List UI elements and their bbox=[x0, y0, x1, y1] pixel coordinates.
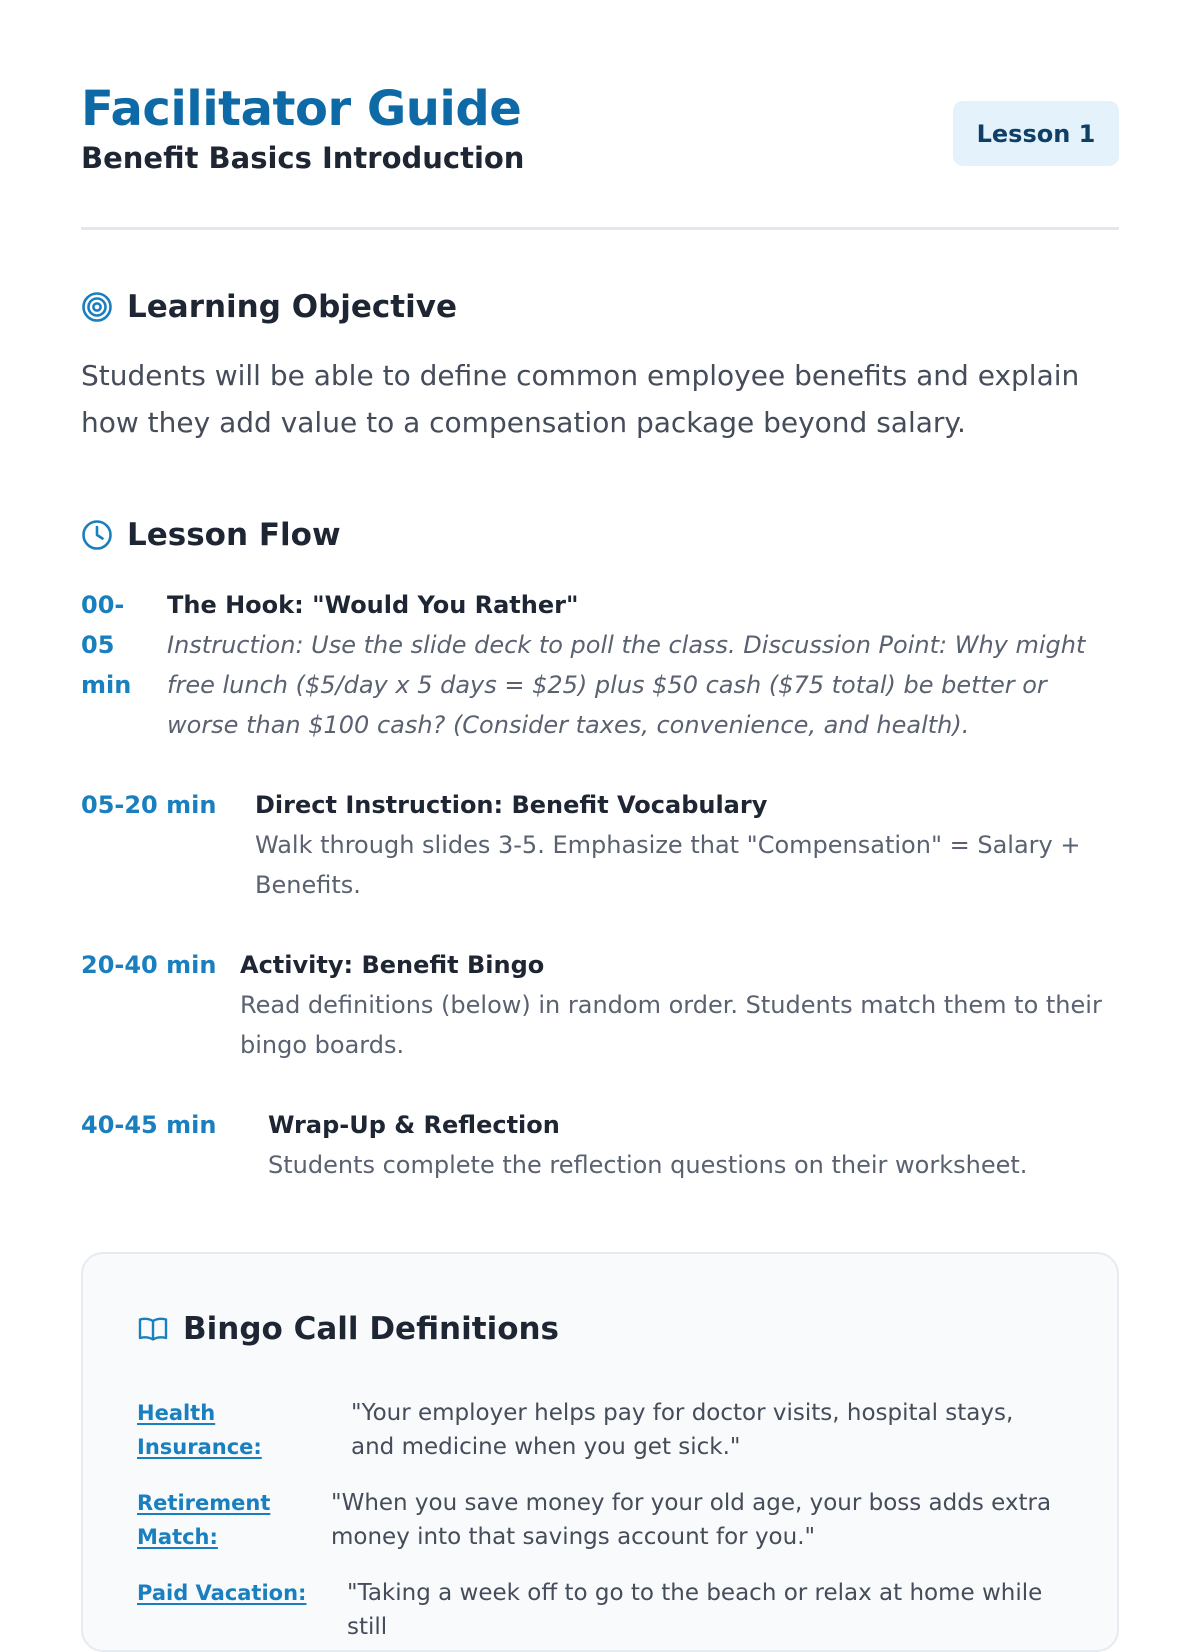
flow-time: 20-40 min bbox=[81, 951, 217, 979]
flow-title: Direct Instruction: Benefit Vocabulary bbox=[255, 791, 768, 819]
flow-body bbox=[240, 945, 1119, 1065]
flow-item bbox=[81, 585, 1119, 745]
lesson-flow-title: Lesson Flow bbox=[127, 517, 341, 553]
bingo-definitions-card bbox=[81, 1252, 1119, 1652]
book-icon bbox=[137, 1313, 169, 1345]
definition-text: "Taking a week off to go to the beach or relax at home while still bbox=[347, 1580, 1043, 1640]
flow-title: The Hook: "Would You Rather" bbox=[167, 591, 579, 619]
flow-body bbox=[255, 785, 1119, 905]
learning-objective-text: Students will be able to define common employee benefits and explain how they add value to a compensation package beyond salary. bbox=[81, 359, 1080, 439]
page-title: Facilitator Guide bbox=[81, 81, 522, 137]
flow-description: Read definitions (below) in random order. Students match them to their bingo boards. bbox=[240, 991, 1102, 1059]
definition-item bbox=[137, 1576, 1063, 1646]
flow-item bbox=[81, 945, 1119, 1065]
bingo-definitions-heading bbox=[137, 1306, 559, 1352]
definition-text: "When you save money for your old age, your boss adds extra money into that savings account for you." bbox=[331, 1490, 1052, 1550]
definition-term[interactable]: Paid Vacation: bbox=[137, 1581, 307, 1605]
flow-description: Students complete the reflection questions on their worksheet. bbox=[268, 1151, 1028, 1179]
definition-text: "Your employer helps pay for doctor visits, hospital stays, and medicine when you get sick." bbox=[351, 1400, 1014, 1460]
flow-item bbox=[81, 785, 1119, 905]
flow-item bbox=[81, 1105, 1119, 1185]
flow-title: Activity: Benefit Bingo bbox=[240, 951, 545, 979]
bingo-definitions-title: Bingo Call Definitions bbox=[183, 1311, 560, 1347]
flow-body bbox=[268, 1105, 1119, 1185]
page-subtitle: Benefit Basics Introduction bbox=[81, 141, 525, 175]
flow-time: 40-45 min bbox=[81, 1111, 217, 1139]
target-icon bbox=[81, 291, 113, 323]
lesson-badge: Lesson 1 bbox=[953, 101, 1119, 166]
header-divider bbox=[81, 227, 1119, 230]
flow-description: Walk through slides 3-5. Emphasize that "Compensation" = Salary + Benefits. bbox=[255, 831, 1081, 899]
flow-body bbox=[167, 585, 1119, 745]
guide-header bbox=[81, 80, 1119, 228]
definition-item bbox=[137, 1486, 1063, 1556]
lesson-flow-heading bbox=[81, 513, 341, 557]
flow-description: Instruction: Use the slide deck to poll the class. Discussion Point: Why might free lunch ($5/day x 5 days = $25) plus $50 cash ($75 total) be better or worse than $100 cash? (Consider taxes, convenience, and health). bbox=[167, 631, 1086, 739]
learning-objective-title: Learning Objective bbox=[127, 289, 457, 325]
definition-term[interactable]: Retirement Match: bbox=[137, 1491, 271, 1549]
learning-objective-heading bbox=[81, 285, 457, 329]
definition-term[interactable]: Health Insurance: bbox=[137, 1401, 262, 1459]
flow-time: 00-05 min bbox=[81, 591, 132, 699]
clock-icon bbox=[81, 519, 113, 551]
definition-item bbox=[137, 1396, 1063, 1466]
flow-time: 05-20 min bbox=[81, 791, 217, 819]
flow-title: Wrap-Up & Reflection bbox=[268, 1111, 560, 1139]
